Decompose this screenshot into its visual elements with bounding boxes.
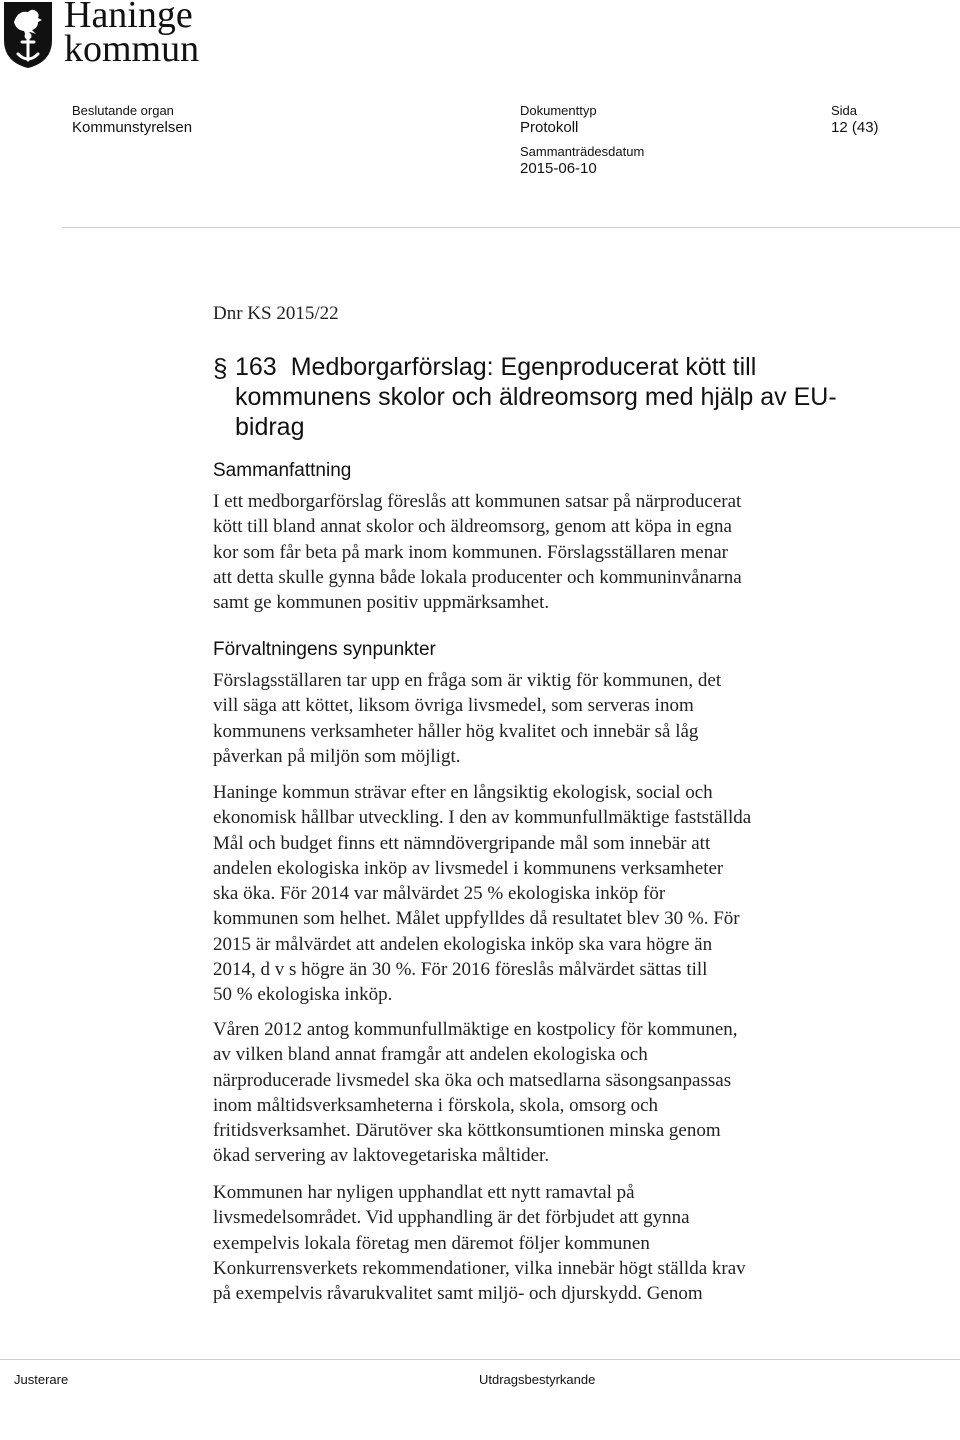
views-heading: Förvaltningens synpunkter bbox=[213, 639, 436, 660]
header-doctype bbox=[520, 103, 597, 137]
views-paragraph-1: Förslagsställaren tar upp en fråga som är viktig för kommunen, det vill säga att köttet, liksom övriga livsmedel, som serveras inom kommunens verksamheter håller hög kvalitet och innebär så låg påverkan på miljön som möjligt. bbox=[213, 670, 722, 767]
doctype-label: Dokumenttyp bbox=[520, 103, 597, 118]
header-date bbox=[520, 144, 644, 178]
logo-line-2: kommun bbox=[64, 28, 200, 70]
logo-wordmark bbox=[64, 0, 200, 70]
views-paragraph-3: Våren 2012 antog kommunfullmäktige en kostpolicy för kommunen, av vilken bland annat framgår att andelen ekologiska och närproducerade livsmedel ska öka och matsedlarna säsongsanpassas inom måltidsverksamheterna i förskola, skola, omsorg och fritidsverksamhet. Därutöver ska köttkonsumtionen minska genom ökad servering av laktovegetariska måltider. bbox=[213, 1019, 738, 1167]
organ-value: Kommunstyrelsen bbox=[72, 119, 193, 136]
haninge-coat-of-arms-icon bbox=[2, 0, 54, 70]
date-value: 2015-06-10 bbox=[520, 160, 597, 177]
doctype-value: Protokoll bbox=[520, 119, 579, 136]
paragraph-symbol: § bbox=[213, 353, 228, 383]
dnr-number: Dnr KS 2015/22 bbox=[213, 303, 339, 324]
organ-label: Beslutande organ bbox=[72, 103, 174, 118]
summary-text: I ett medborgarförslag föreslås att kommunen satsar på närproducerat kött till bland annat skolor och äldreomsorg, genom att köpa in egna kor som får beta på mark inom kommunen. Förslagsställaren menar att detta skulle gynna både lokala producenter och kommuninvånarna samt ge kommunen positiv uppmärksamhet. bbox=[213, 491, 742, 614]
haninge-logo bbox=[0, 0, 230, 75]
footer-divider bbox=[0, 1359, 960, 1360]
views-paragraph-4: Kommunen har nyligen upphandlat ett nytt ramavtal på livsmedelsområdet. Vid upphandling är det förbjudet att gynna exempelvis lokala företag men däremot följer kommunen Konkurrensverkets rekommendationer, vilka innebär högt ställda krav på exempelvis råvarukvalitet samt miljö- och djurskydd. Genom bbox=[213, 1182, 746, 1305]
header-page bbox=[831, 103, 879, 137]
header-organ bbox=[72, 103, 192, 137]
header-divider bbox=[62, 227, 960, 228]
page-label: Sida bbox=[831, 103, 858, 118]
views-paragraph-2: Haninge kommun strävar efter en långsiktig ekologisk, social och ekonomisk hållbar utveckling. I den av kommunfullmäktige fastställda Mål och budget finns ett nämndövergripande mål som innebär att andelen ekologiska inköp av livsmedel i kommunens verksamheter ska öka. För 2014 var målvärdet 25 % ekologiska inköp för kommunen som helhet. Målet uppfylldes då resultatet blev 30 %. För 2015 är målvärdet att andelen ekologiska inköp ska vara högre än 2014, d v s högre än 30 %. För 2016 föreslås målvärdet sättas till 50 % ekologiska inköp. bbox=[213, 782, 752, 1006]
date-label: Sammanträdesdatum bbox=[520, 144, 645, 159]
footer-utdrag: Utdragsbestyrkande bbox=[479, 1372, 596, 1387]
summary-heading: Sammanfattning bbox=[213, 460, 352, 481]
page-value: 12 (43) bbox=[831, 119, 879, 136]
section-number: 163 bbox=[235, 353, 277, 381]
footer-justerare: Justerare bbox=[14, 1372, 69, 1387]
logo-line-1: Haninge bbox=[64, 0, 193, 36]
section-title-block bbox=[235, 352, 875, 442]
section-title: Medborgarförslag: Egenproducerat kött till kommunens skolor och äldreomsorg med hjälp av EU-bidrag bbox=[235, 353, 837, 441]
